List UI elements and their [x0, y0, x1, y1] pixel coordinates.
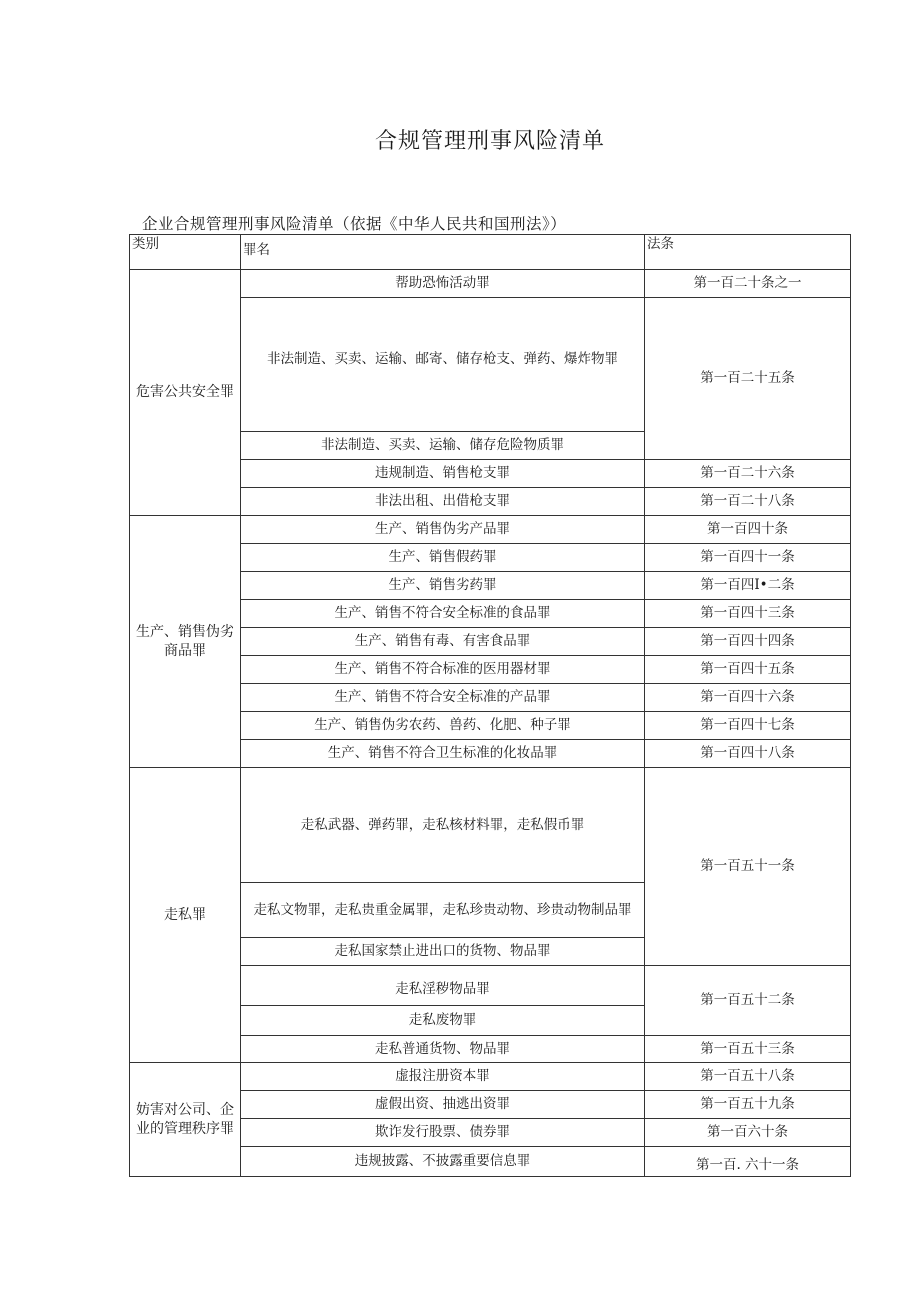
law-cell: 第一百二十五条: [645, 298, 851, 460]
law-cell: 第一百六十条: [645, 1119, 851, 1147]
crime-cell: 走私武器、弹药罪，走私核材料罪，走私假币罪: [241, 768, 645, 883]
table-row: [130, 270, 851, 298]
law-cell: 第一百五十八条: [645, 1063, 851, 1091]
crime-cell: 非法制造、买卖、运输、邮寄、储存枪支、弹药、爆炸物罪: [241, 298, 645, 432]
crime-cell: 虚报注册资本罪: [241, 1063, 645, 1091]
crime-cell: 虚假出资、抽逃出资罪: [241, 1091, 645, 1119]
law-cell: 第一百四十七条: [645, 712, 851, 740]
category-cell: 生产、销售伪劣商品罪: [130, 516, 241, 768]
law-cell: 第一百四十六条: [645, 684, 851, 712]
table-row: [130, 516, 851, 544]
crime-cell: 生产、销售不符合安全标准的产品罪: [241, 684, 645, 712]
law-cell: 第一百四十三条: [645, 600, 851, 628]
crime-cell: 生产、销售不符合安全标准的食品罪: [241, 600, 645, 628]
law-cell: 第一百四十四条: [645, 628, 851, 656]
law-cell: 第一百四十一条: [645, 544, 851, 572]
law-cell: 第一百四十五条: [645, 656, 851, 684]
law-cell: 第一百四十八条: [645, 740, 851, 768]
header-law: 法条: [645, 235, 851, 270]
table-row: [130, 1063, 851, 1091]
crime-cell: 走私文物罪，走私贵重金属罪，走私珍贵动物、珍贵动物制品罪: [241, 883, 645, 938]
law-cell: 第一百二十六条: [645, 460, 851, 488]
risk-table: [129, 234, 851, 1177]
law-cell: 第一百二十条之一: [645, 270, 851, 298]
crime-cell: 走私国家禁止进出口的货物、物品罪: [241, 938, 645, 966]
law-cell: 第一百四十条: [645, 516, 851, 544]
header-category: 类别: [130, 235, 241, 270]
law-cell: 第一百五十一条: [645, 768, 851, 966]
crime-cell: 走私淫秽物品罪: [241, 966, 645, 1006]
crime-cell: 生产、销售假药罪: [241, 544, 645, 572]
crime-cell: 非法出租、出借枪支罪: [241, 488, 645, 516]
crime-cell: 生产、销售伪劣产品罪: [241, 516, 645, 544]
crime-cell: 违规制造、销售枪支罪: [241, 460, 645, 488]
crime-cell: 欺诈发行股票、债券罪: [241, 1119, 645, 1147]
crime-cell: 走私普通货物、物品罪: [241, 1036, 645, 1063]
law-cell: 第一百五十三条: [645, 1036, 851, 1063]
crime-cell: 生产、销售伪劣农药、兽药、化肥、种子罪: [241, 712, 645, 740]
crime-cell: 非法制造、买卖、运输、储存危险物质罪: [241, 432, 645, 460]
law-cell: 第一百五十二条: [645, 966, 851, 1036]
crime-cell: 违规披露、不披露重要信息罪: [241, 1147, 645, 1177]
page-title: 合规管理刑事风险清单: [374, 129, 605, 154]
table-row: [130, 768, 851, 883]
law-cell: 第一百四Ⅰ•二条: [645, 572, 851, 600]
crime-cell: 生产、销售有毒、有害食品罪: [241, 628, 645, 656]
law-cell: 第一百五十九条: [645, 1091, 851, 1119]
table-caption: 企业合规管理刑事风险清单（依据《中华人民共和国刑法》）: [142, 215, 567, 233]
law-cell: 第一百. 六十一条: [645, 1147, 851, 1177]
crime-cell: 生产、销售不符合标准的医用器材罪: [241, 656, 645, 684]
category-cell: 妨害对公司、企业的管理秩序罪: [130, 1063, 241, 1177]
crime-cell: 生产、销售不符合卫生标准的化妆品罪: [241, 740, 645, 768]
crime-cell: 帮助恐怖活动罪: [241, 270, 645, 298]
table-header-row: [130, 235, 851, 270]
category-cell: 走私罪: [130, 768, 241, 1063]
crime-cell: 生产、销售劣药罪: [241, 572, 645, 600]
header-crime: 罪名: [241, 235, 645, 270]
crime-cell: 走私废物罪: [241, 1006, 645, 1036]
category-cell: 危害公共安全罪: [130, 270, 241, 516]
law-cell: 第一百二十八条: [645, 488, 851, 516]
